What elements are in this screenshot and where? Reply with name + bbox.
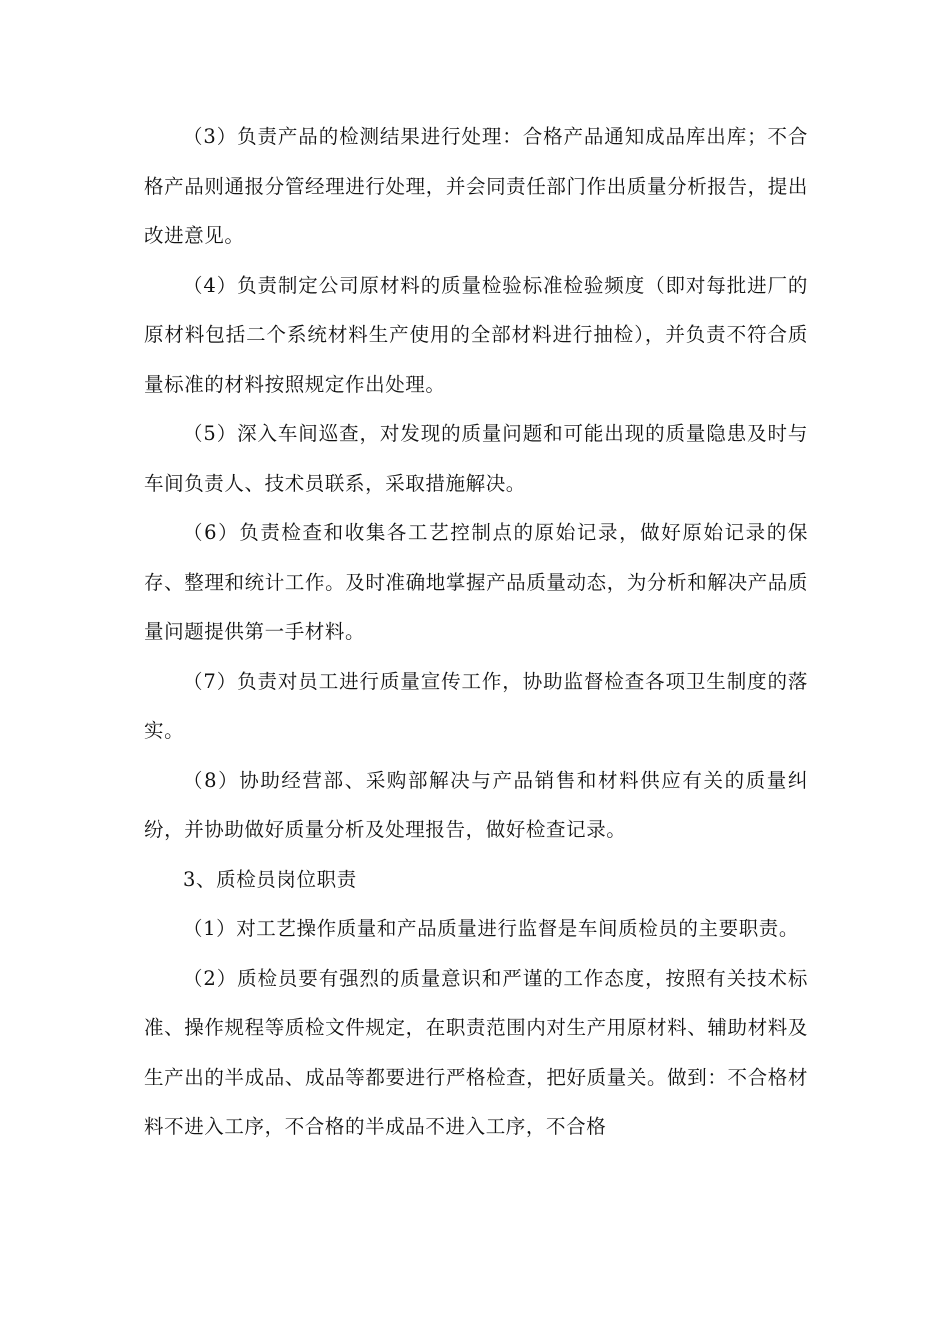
paragraph-duty-4: （4）负责制定公司原材料的质量检验标准检验频度（即对每批进厂的原材料包括二个系统材料生产使用的全部材料进行抽检），并负责不符合质量标准的材料按照规定作出处理。: [144, 273, 808, 396]
paragraph-inspector-duty-1: （1）对工艺操作质量和产品质量进行监督是车间质检员的主要职责。: [183, 917, 800, 940]
section-heading: 3、质检员岗位职责: [183, 867, 357, 891]
paragraph-inspector-duty-2: （2）质检员要有强烈的质量意识和严谨的工作态度，按照有关技术标准、操作规程等质检文件规定，在职责范围内对生产用原材料、辅助材料及生产出的半成品、成品等都要进行严格检查，把好质量关。做到：不合格材料不进入工序，不合格的半成品不进入工序，不合格: [144, 966, 808, 1138]
paragraph-duty-6: （6）负责检查和收集各工艺控制点的原始记录，做好原始记录的保存、整理和统计工作。及时准确地掌握产品质量动态，为分析和解决产品质量问题提供第一手材料。: [144, 521, 808, 643]
document-page: [144, 112, 808, 1152]
paragraph-duty-8: （8）协助经营部、采购部解决与产品销售和材料供应有关的质量纠纷，并协助做好质量分析及处理报告，做好检查记录。: [144, 768, 808, 841]
paragraph-duty-5: （5）深入车间巡查，对发现的质量问题和可能出现的质量隐患及时与车间负责人、技术员联系，采取措施解决。: [144, 422, 808, 495]
paragraph-duty-7: （7）负责对员工进行质量宣传工作，协助监督检查各项卫生制度的落实。: [144, 669, 808, 742]
paragraph-duty-3: （3）负责产品的检测结果进行处理：合格产品通知成品库出库；不合格产品则通报分管经理进行处理，并会同责任部门作出质量分析报告，提出改进意见。: [144, 125, 808, 247]
